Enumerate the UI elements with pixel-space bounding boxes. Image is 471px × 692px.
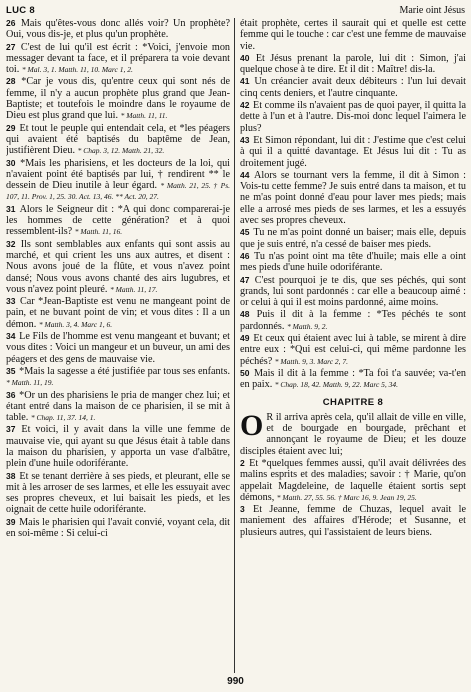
verse-text: Car *Jean-Baptiste est venu ne mangeant point de pain, et ne buvant point de vin; et vous dites : Il a un démon. <box>6 296 230 330</box>
verse <box>6 158 230 203</box>
verse-number: 27 <box>6 41 16 52</box>
verse <box>240 227 466 250</box>
verse <box>240 53 466 76</box>
page-header <box>6 4 465 18</box>
verse <box>6 76 230 121</box>
verse <box>6 331 230 365</box>
verse-text: Mais qu'êtes-vous donc allés voir? Un prophète? Oui, vous dis-je, et plus qu'un prophète. <box>6 18 230 41</box>
cross-reference: * Chap. 3, 12. Matth. 21, 32. <box>77 146 165 156</box>
verse <box>240 275 466 309</box>
verse <box>6 390 230 424</box>
verse-number: 36 <box>6 389 16 400</box>
verse-number: 26 <box>6 18 16 28</box>
verse <box>240 100 466 134</box>
verse <box>240 135 466 169</box>
verse <box>6 42 230 76</box>
verse-text: Le Fils de l'homme est venu mangeant et buvant; et vous dites : Voici un mangeur et un buveur, un ami des péagers et des gens de mauvaise vie. <box>6 331 230 365</box>
verse-number: 48 <box>240 309 250 320</box>
verse <box>6 366 230 389</box>
chapter-heading: CHAPITRE 8 <box>322 396 384 408</box>
verse <box>240 504 466 538</box>
verse-text: Un créancier avait deux débiteurs : l'un lui devait cinq cents deniers, et l'autre cinquante. <box>240 76 466 99</box>
cross-reference: * Matth. 9, 3. Marc 2, 7. <box>274 356 349 366</box>
verse <box>240 309 466 332</box>
verse <box>240 408 466 457</box>
verse-text: *Or un des pharisiens le pria de manger chez lui; et étant entré dans la maison de ce pharisien, il se mit à table. <box>6 389 230 424</box>
verse <box>6 471 230 516</box>
verse-text: Tu n'as point oint ma tête d'huile; mais elle a oint mes pieds d'une huile odoriférante. <box>240 250 466 274</box>
verse-text: Mais il dit à la femme : *Ta foi t'a sauvée; va-t'en en paix. <box>240 367 466 391</box>
cross-reference: * Matth. 11, 19. <box>6 378 54 388</box>
verse <box>6 424 230 469</box>
verse-number: 32 <box>6 238 16 249</box>
cross-reference: * Chap. 11, 37. 14, 1. <box>30 413 96 423</box>
verse-text: Et *quelques femmes aussi, qu'il avait délivrées des malins esprits et des maladies; savoir : † Marie, qu'on appelait Magdeleine, de laquelle étaient sortis sept démons, <box>240 457 466 503</box>
drop-cap: O <box>240 408 264 442</box>
verse-text: Et ceux qui étaient avec lui à table, se mirent à dire entre eux : *Qui est celui-ci, qui même pardonne les péchés? <box>240 333 466 367</box>
verse-number: 33 <box>6 296 16 307</box>
cross-reference: * Matth. 21, 25. † Ps. 107, 11. Prov. 1, 25. 30. Act. 13, 46. ** Act. 20, 27. <box>6 181 230 202</box>
verse-text: Mais le pharisien qui l'avait convié, voyant cela, dit en soi-même : Si celui-ci <box>6 516 230 540</box>
verse-text: était prophète, certes il saurait qui et quelle est cette femme qui le touche : car c'est une femme de mauvaise vie. <box>240 18 466 52</box>
verse <box>240 333 466 367</box>
verse-number: 3 <box>240 504 245 515</box>
verse-number: 28 <box>6 76 16 87</box>
verse <box>240 170 466 226</box>
verse-number: 50 <box>240 367 250 378</box>
verse-number: 29 <box>6 122 16 133</box>
page-number: 990 <box>227 676 244 687</box>
verse-number: 35 <box>6 365 16 376</box>
verse-text: Et tout le peuple qui entendait cela, et *les péagers qui avaient été baptisés du baptême de Jean, justifièrent Dieu. <box>6 122 230 157</box>
cross-reference: * Matth. 3, 4. Marc 1, 6. <box>38 319 113 329</box>
cross-reference: * Matth. 11, 17. <box>109 284 158 294</box>
verse-text: Et voici, il y avait dans la ville une femme de mauvaise vie, qui ayant su que Jésus était à table dans la maison du pharisien, y apporta un vase d'albâtre, plein d'une huile odoriférante. <box>6 424 230 470</box>
verse <box>6 204 230 238</box>
cross-reference: * Matth. 9, 2. <box>286 321 328 331</box>
right-column <box>240 18 466 673</box>
verse-text: Ils sont semblables aux enfants qui sont assis au marché, et qui crient les uns aux autres, et disent : Nous avons joué de la flûte, et vous n'avez point dansé; Nous vous avons chanté des airs lugubres, et vous n'avez point pleuré. <box>6 238 230 295</box>
verse-number: 37 <box>6 424 16 435</box>
verse-number: 44 <box>240 169 250 180</box>
verse-number: 41 <box>240 76 250 87</box>
verse-number: 43 <box>240 134 250 145</box>
cross-reference: * Mal. 3, 1. Matth. 11, 10. Marc 1, 2. <box>21 65 133 75</box>
verse-text: R il arriva après cela, qu'il allait de ville en ville, et de bourgade en bourgade, prêchant et annonçant le royaume de Dieu; et les douze disciples étaient avec lui; <box>240 411 466 457</box>
cross-reference: * Matth. 11, 16. <box>74 227 123 237</box>
verse-text: Alors se tournant vers la femme, il dit à Simon : Vois-tu cette femme? Je suis entré dans ta maison, et tu ne m'as point donné d'eau pour laver mes pieds; mais elle a arrosé mes pieds de ses larmes, et les a essuyés avec ses propres cheveux. <box>240 169 466 227</box>
verse-text: Tu ne m'as point donné un baiser; mais elle, depuis que je suis entré, n'a cessé de baiser mes pieds. <box>240 227 466 250</box>
verse-text: Et comme ils n'avaient pas de quoi payer, il quitta la dette à l'un et à l'autre. Dis-moi donc lequel l'aimera le plus? <box>240 100 466 134</box>
verse <box>240 76 466 99</box>
verse-number: 49 <box>240 333 250 344</box>
verse-number: 34 <box>6 331 16 342</box>
verse-text: *Mais la sagesse a été justifiée par tous ses enfants. <box>19 365 230 377</box>
verse <box>6 517 230 540</box>
verse-text: Et Simon répondant, lui dit : J'estime que c'est celui à qui il a quitté davantage. Et Jésus lui dit : Tu as droitement jugé. <box>240 134 466 169</box>
verse-text: Alors le Seigneur dit : *A qui donc comparerai-je les hommes de cette génération? et à quoi ressemblent-ils? <box>6 203 230 238</box>
verse-number: 2 <box>240 457 245 468</box>
verse-text: Et Jeanne, femme de Chuzas, lequel avait le maniement des affaires d'Hérode; et Susanne, et plusieurs autres, qui l'assistaient de leurs biens. <box>240 504 466 538</box>
verse <box>6 296 230 330</box>
running-head-title: Marie oint Jésus <box>399 5 465 16</box>
verse-number: 39 <box>6 516 16 527</box>
verse-number: 46 <box>240 250 250 261</box>
verse-number: 42 <box>240 100 250 111</box>
left-column <box>6 18 230 673</box>
verse-text: Et se tenant derrière à ses pieds, et pleurant, elle se mit à les arroser de ses larmes, et elle les essuyait avec ses propres cheveux, et lui baisait les pieds, et les oignait de cette huile odoriférante. <box>6 470 230 516</box>
verse <box>240 368 466 391</box>
verse <box>240 18 466 52</box>
verse <box>6 18 230 41</box>
column-divider <box>234 18 235 673</box>
cross-reference: * Matth. 11, 11. <box>120 111 168 121</box>
verse-number: 38 <box>6 470 16 481</box>
verse-text: C'est de lui qu'il est écrit : *Voici, j'envoie mon messager devant ta face, et il préparera ta voie devant toi. <box>6 41 230 76</box>
verse <box>6 123 230 157</box>
verse-text: C'est pourquoi je te dis, que ses péchés, qui sont grands, lui sont pardonnés : car elle a beaucoup aimé : or celui à qui il est moins pardonné, aime moins. <box>240 274 466 309</box>
verse-text: *Car je vous dis, qu'entre ceux qui sont nés de femme, il n'y a aucun prophète plus grand que Jean-Baptiste; et toutefois le moindre dans le royaume de Dieu est plus grand que lui. <box>6 76 230 122</box>
verse-number: 45 <box>240 227 250 238</box>
verse-number: 40 <box>240 52 250 63</box>
verse <box>6 239 230 295</box>
verse <box>240 458 466 503</box>
cross-reference: * Chap. 18, 42. Matth. 9, 22. Marc 5, 34. <box>274 380 399 390</box>
running-head-book: LUC 8 <box>6 5 35 16</box>
verse <box>240 251 466 274</box>
verse-number: 30 <box>6 157 16 168</box>
verse-number: 31 <box>6 203 16 214</box>
verse-text: *Mais les pharisiens, et les docteurs de la loi, qui n'avaient point été baptisés par lui, † rendirent ** le dessein de Dieu inutile à leur égard. <box>6 157 230 192</box>
verse-text: Puis il dit à la femme : *Tes péchés te sont pardonnés. <box>240 309 466 332</box>
verse-number: 47 <box>240 274 250 285</box>
verse-text: Et Jésus prenant la parole, lui dit : Simon, j'ai quelque chose à te dire. Et il dit : Maître! dis-la. <box>240 52 466 76</box>
cross-reference: * Matth. 27, 55. 56. † Marc 16, 9. Jean 19, 25. <box>276 492 417 502</box>
